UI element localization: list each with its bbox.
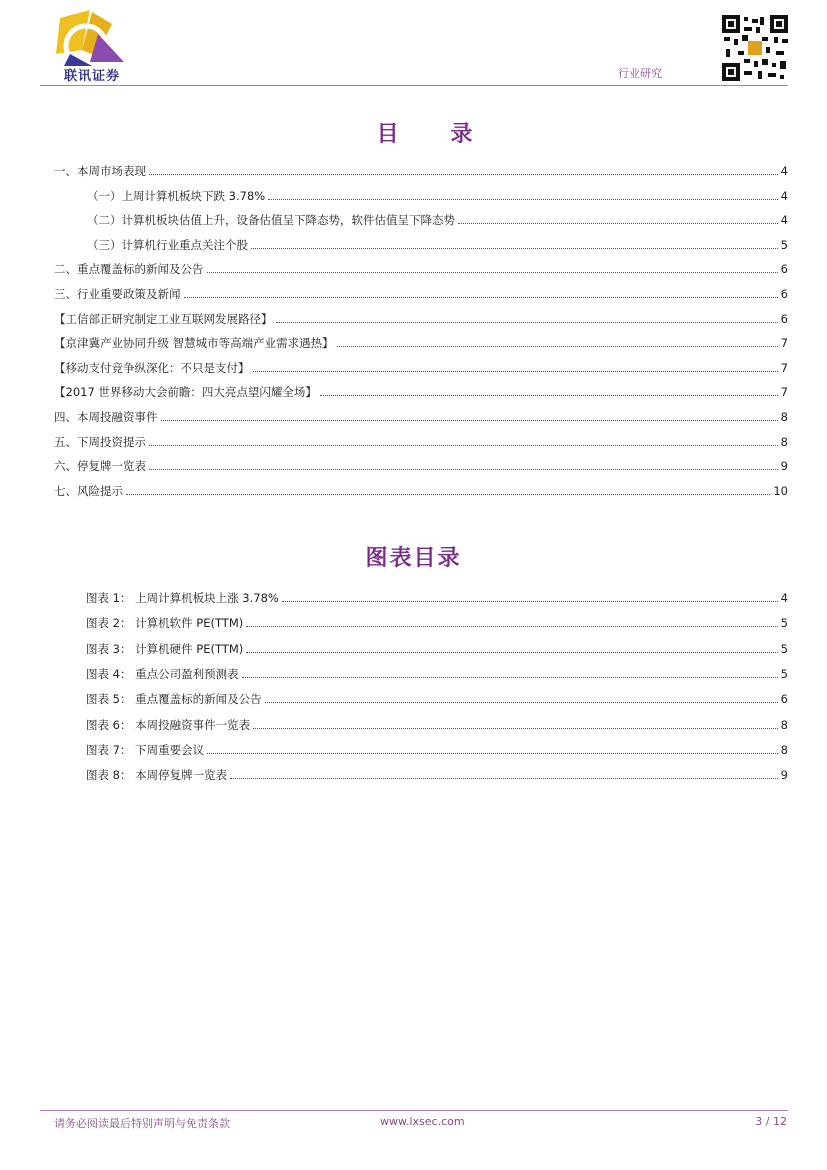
- toc-entry[interactable]: [54, 286, 788, 302]
- qr-code-icon: [722, 15, 788, 81]
- toc-entry-page: 7: [780, 385, 788, 400]
- figure-entry[interactable]: [86, 717, 788, 733]
- toc-entry[interactable]: [54, 261, 788, 277]
- dot-leader: [126, 493, 770, 495]
- dot-leader: [207, 271, 778, 273]
- toc-entry-label: 一、本周市场表现: [54, 164, 146, 178]
- dot-leader: [246, 651, 777, 653]
- toc-entry[interactable]: [54, 483, 788, 499]
- toc-entry-label: 【工信部正研究制定工业互联网发展路径】: [54, 311, 273, 326]
- figure-entry[interactable]: [86, 615, 788, 631]
- toc-entry-label: （一）上周计算机板块下跌 3.78%: [87, 188, 266, 203]
- figure-entry-label: 图表 7： 下周重要会议: [86, 742, 205, 757]
- toc-entry-page: 7: [780, 360, 788, 375]
- figure-entry-label: 图表 5： 重点覆盖标的新闻及公告: [86, 692, 262, 707]
- dot-leader: [276, 321, 778, 323]
- dot-leader: [282, 600, 778, 602]
- toc-entry-page: 8: [780, 434, 788, 449]
- figure-entry-label: 图表 8： 本周停复牌一览表: [86, 768, 228, 783]
- toc-entry-label: 【2017 世界移动大会前瞻：四大亮点望闪耀全场】: [54, 385, 317, 400]
- toc-entry[interactable]: [54, 384, 788, 400]
- figure-entry-page: 6: [780, 692, 788, 707]
- toc-entry-page: 10: [773, 483, 788, 498]
- toc-entry-page: 5: [780, 237, 788, 252]
- figure-entry[interactable]: [86, 691, 788, 707]
- toc-entry[interactable]: [54, 434, 788, 450]
- section-label: 行业研究: [618, 67, 662, 80]
- dot-leader: [253, 370, 778, 372]
- toc-entry-label: 二、重点覆盖标的新闻及公告: [54, 262, 204, 277]
- figure-entry[interactable]: [86, 767, 788, 783]
- footer-divider: [40, 1110, 788, 1111]
- toc-entry-label: 【京津冀产业协同升级 智慧城市等高端产业需求遇热】: [54, 336, 334, 351]
- dot-leader: [149, 444, 778, 446]
- figure-entry[interactable]: [86, 742, 788, 758]
- toc-entry-page: 4: [780, 213, 788, 228]
- dot-leader: [230, 777, 778, 779]
- toc-entry[interactable]: [54, 360, 788, 376]
- dot-leader: [265, 701, 778, 703]
- figure-entry-page: 8: [780, 742, 788, 757]
- toc-entry-page: 4: [780, 188, 788, 203]
- figure-entry-page: 5: [780, 666, 788, 681]
- dot-leader: [458, 222, 778, 224]
- toc-entry-label: （三）计算机行业重点关注个股: [87, 237, 248, 252]
- page-header: [0, 0, 827, 90]
- dot-leader: [149, 173, 778, 175]
- figures-title: 图表目录: [365, 546, 462, 571]
- toc-entry-page: 7: [780, 336, 788, 351]
- figure-entry-page: 5: [780, 616, 788, 631]
- toc-entry-page: 6: [780, 262, 788, 277]
- dot-leader: [161, 419, 778, 421]
- dot-leader: [207, 752, 778, 754]
- dot-leader: [268, 198, 777, 200]
- dot-leader: [246, 625, 777, 627]
- toc-title: 目 录: [376, 122, 495, 147]
- toc-entry-label: 【移动支付竞争纵深化：不只是支付】: [54, 360, 250, 375]
- dot-leader: [184, 296, 778, 298]
- footer-disclaimer[interactable]: 请务必阅读最后特别声明与免责条款: [54, 1117, 230, 1130]
- toc-entry-label: 六、停复牌一览表: [54, 459, 146, 474]
- company-name: 联讯证券: [63, 69, 120, 84]
- figure-entry-label: 图表 6： 本周投融资事件一览表: [86, 717, 251, 732]
- toc-entry[interactable]: [87, 212, 788, 228]
- dot-leader: [337, 345, 778, 347]
- footer-website-link[interactable]: www.lxsec.com: [380, 1115, 465, 1128]
- toc-entry[interactable]: [54, 458, 788, 474]
- toc-entry-label: （二）计算机板块估值上升，设备估值呈下降态势，软件估值呈下降态势: [87, 213, 455, 228]
- figure-entry-label: 图表 4： 重点公司盈利预测表: [86, 666, 239, 681]
- figure-entry-page: 4: [780, 591, 788, 605]
- dot-leader: [149, 468, 778, 470]
- figure-entry-label: 图表 3： 计算机硬件 PE(TTM): [86, 641, 244, 656]
- toc-entry-label: 七、风险提示: [54, 483, 123, 498]
- dot-leader: [320, 394, 778, 396]
- toc-entry-page: 8: [780, 410, 788, 424]
- figure-entry[interactable]: [86, 666, 788, 682]
- toc-entry[interactable]: [54, 163, 788, 179]
- dot-leader: [253, 727, 778, 729]
- figure-entry[interactable]: [86, 641, 788, 657]
- toc-entry-page: 9: [780, 459, 788, 474]
- figure-entry-page: 8: [780, 717, 788, 732]
- dot-leader: [242, 676, 778, 678]
- dot-leader: [251, 247, 778, 249]
- toc-entry[interactable]: [87, 188, 788, 204]
- figure-entry-label: 图表 2： 计算机软件 PE(TTM): [86, 616, 244, 631]
- header-divider: [40, 85, 788, 86]
- toc-entry-page: 6: [780, 287, 788, 301]
- toc-entry[interactable]: [54, 335, 788, 351]
- toc-entry-page: 6: [780, 311, 788, 326]
- toc-entry[interactable]: [54, 409, 788, 425]
- toc-entry[interactable]: [87, 237, 788, 253]
- toc-entry-page: 4: [780, 164, 788, 178]
- toc-entry[interactable]: [54, 311, 788, 327]
- footer-page-number: 3 / 12: [755, 1115, 787, 1128]
- figure-entry-page: 9: [780, 768, 788, 783]
- toc-entry-label: 四、本周投融资事件: [54, 410, 158, 424]
- toc-entry-label: 三、行业重要政策及新闻: [54, 287, 181, 301]
- toc-entry-label: 五、下周投资提示: [54, 434, 146, 449]
- figure-entry-page: 5: [780, 641, 788, 656]
- figure-entry-label: 图表 1： 上周计算机板块上涨 3.78%: [86, 591, 279, 605]
- figure-entry[interactable]: [86, 590, 788, 606]
